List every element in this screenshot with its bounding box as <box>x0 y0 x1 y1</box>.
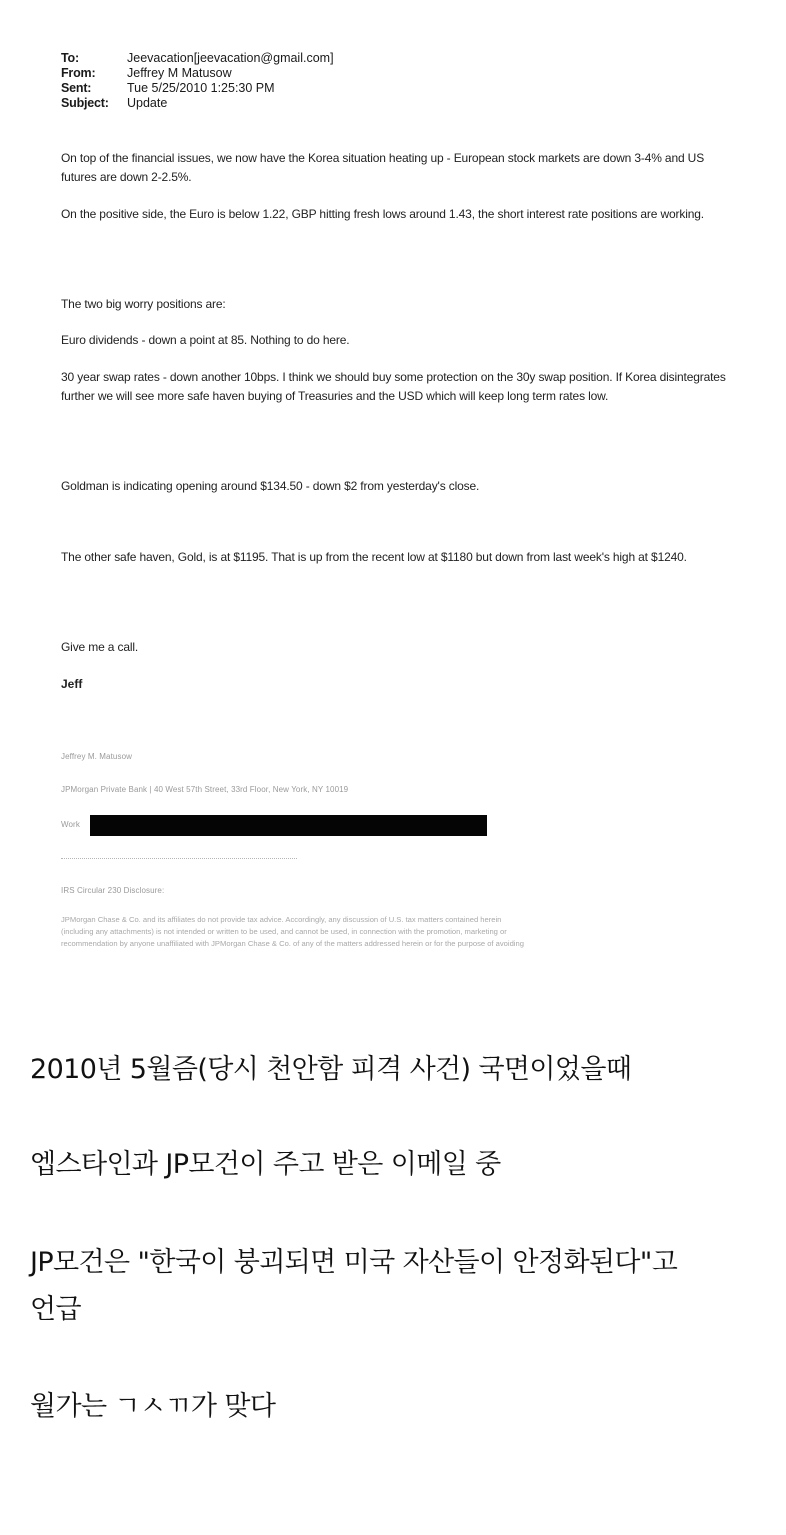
disclaimer-line-3: recommendation by anyone unaffiliated with JPMorgan Chase & Co. of any of the matters addressed herein or for the purpose of avoiding <box>61 939 524 948</box>
body-paragraph-4: Euro dividends - down a point at 85. Nothing to do here. <box>61 333 350 347</box>
body-paragraph-2: On the positive side, the Euro is below 1.22, GBP hitting fresh lows around 1.43, the short interest rate positions are working. <box>61 207 704 221</box>
caption-line-2: 엡스타인과 JP모건이 주고 받은 이메일 중 <box>30 1149 501 1180</box>
from-row <box>61 66 334 81</box>
signature-work-label: Work <box>61 820 80 829</box>
body-paragraph-6: Goldman is indicating opening around $134.50 - down $2 from yesterday's close. <box>61 479 480 493</box>
disclosure-title: IRS Circular 230 Disclosure: <box>61 886 165 895</box>
subject-value: Update <box>127 96 168 110</box>
sent-row <box>61 81 334 96</box>
redaction-bar <box>90 815 487 836</box>
body-paragraph-7: The other safe haven, Gold, is at $1195. That is up from the recent low at $1180 but down from last week's high at $1240. <box>61 550 687 564</box>
sent-label: Sent: <box>61 81 92 95</box>
from-label: From: <box>61 66 96 80</box>
to-value: Jeevacation[jeevacation@gmail.com] <box>127 51 334 65</box>
body-paragraph-5: 30 year swap rates - down another 10bps. I think we should buy some protection on the 30y swap position. If Korea disintegrates further we will see more safe haven buying of Treasuries and the USD which will keep long term rates low. <box>61 370 726 403</box>
caption-line-1: 2010년 5월즘(당시 천안함 피격 사건) 국면이었을때 <box>30 1054 632 1085</box>
signature-address: JPMorgan Private Bank | 40 West 57th Street, 33rd Floor, New York, NY 10019 <box>61 785 349 794</box>
to-label: To: <box>61 51 79 65</box>
caption-line-4: 월가는 ㄱㅅㄲ가 맞다 <box>30 1391 276 1422</box>
caption-line-3a: JP모건은 "한국이 붕괴되면 미국 자산들이 안정화된다"고 <box>30 1247 678 1278</box>
disclaimer-line-1: JPMorgan Chase & Co. and its affiliates do not provide tax advice. Accordingly, any discussion of U.S. tax matters contained herein <box>61 915 502 924</box>
body-paragraph-8: Give me a call. <box>61 640 139 654</box>
disclaimer-text <box>61 914 726 950</box>
email-header <box>61 51 334 111</box>
sign-off: Jeff <box>61 677 83 691</box>
disclaimer-line-2: (including any attachments) is not intended or written to be used, and cannot be used, in connection with the promotion, marketing or <box>61 927 507 936</box>
signature-divider <box>61 858 297 859</box>
body-paragraph-1: On top of the financial issues, we now have the Korea situation heating up - European stock markets are down 3-4% and US futures are down 2-2.5%. <box>61 151 705 184</box>
sent-value: Tue 5/25/2010 1:25:30 PM <box>127 81 275 95</box>
to-row <box>61 51 334 66</box>
from-value: Jeffrey M Matusow <box>127 66 232 80</box>
caption-line-3b: 언급 <box>30 1294 81 1325</box>
subject-label: Subject: <box>61 96 109 110</box>
body-paragraph-3: The two big worry positions are: <box>61 297 226 311</box>
signature-name: Jeffrey M. Matusow <box>61 752 133 761</box>
subject-row <box>61 96 334 111</box>
